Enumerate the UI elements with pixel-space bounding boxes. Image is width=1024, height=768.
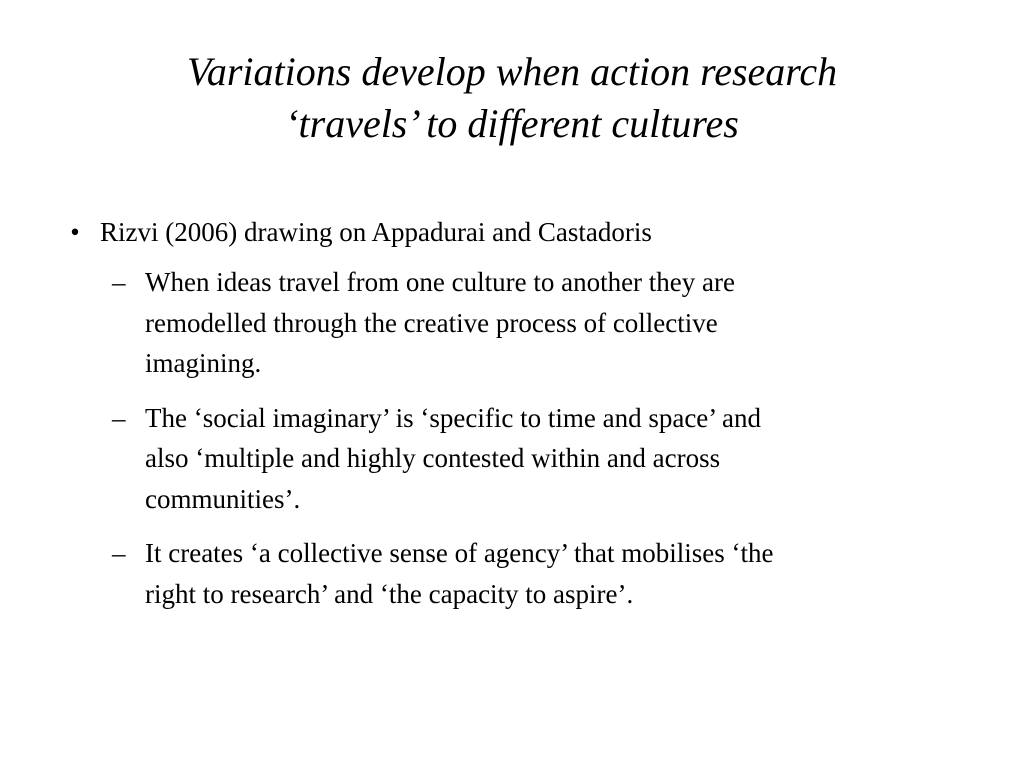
slide-body xyxy=(60,212,980,628)
slide-title xyxy=(60,46,964,150)
sub-bullet-item xyxy=(60,533,980,614)
sub-bullet-line: When ideas travel from one culture to another they are xyxy=(145,267,735,297)
sub-bullet-line: It creates ‘a collective sense of agency’ that mobilises ‘the xyxy=(145,538,774,568)
dash-marker: – xyxy=(112,267,126,297)
dash-marker: – xyxy=(112,402,126,433)
sub-bullet-line: right to research’ and ‘the capacity to aspire’. xyxy=(145,578,634,609)
bullet-item xyxy=(60,212,980,252)
sub-bullet-line: The ‘social imaginary’ is ‘specific to time and space’ and xyxy=(145,402,762,433)
bullet-marker: • xyxy=(70,217,80,247)
slide-title-line: ‘travels’ to different cultures xyxy=(285,101,739,146)
sub-bullet-item xyxy=(60,398,980,520)
sub-bullet-line: also ‘multiple and highly contested within and across xyxy=(145,443,721,473)
sub-bullet-list xyxy=(60,262,980,614)
slide-title-line: Variations develop when action research xyxy=(186,49,838,94)
sub-bullet-line: imagining. xyxy=(145,348,262,378)
dash-marker: – xyxy=(112,538,126,568)
sub-bullet-item xyxy=(60,262,980,384)
sub-bullet-line: communities’. xyxy=(145,483,301,514)
sub-bullet-line: remodelled through the creative process of collective xyxy=(145,307,718,338)
bullet-text: Rizvi (2006) drawing on Appadurai and Castadoris xyxy=(100,217,652,247)
